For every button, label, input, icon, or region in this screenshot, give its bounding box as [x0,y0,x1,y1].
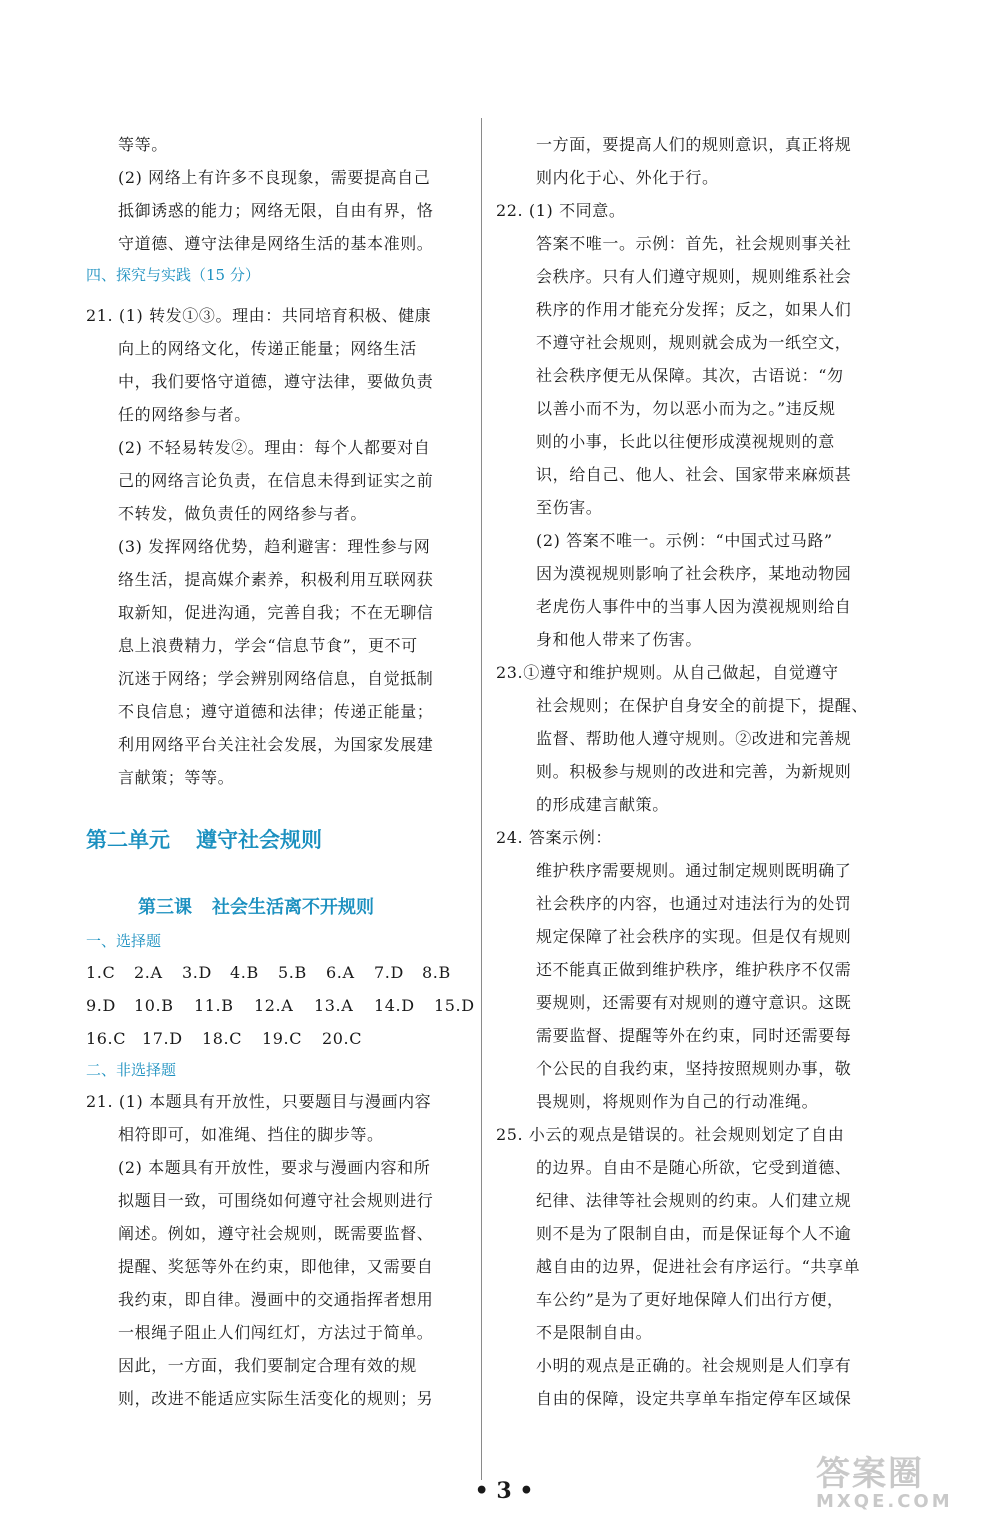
right-column [496,128,880,1415]
text-line: 小明的观点是正确的。社会规则是人们享有 [536,1356,852,1375]
text-line: 一方面，要提高人们的规则意识，真正将规 [536,135,852,154]
text-line: 22. (1) 不同意。 [496,201,626,220]
answer-item: 14.D [374,996,415,1015]
text-line: 不良信息；遵守道德和法律；传递正能量； [118,702,434,721]
text-line: 会秩序。只有人们遵守规则，规则维系社会 [536,267,852,286]
text-line: 需要监督、提醒等外在约束，同时还需要每 [536,1026,852,1045]
text-line: 阐述。例如，遵守社会规则，既需要监督、 [118,1224,434,1243]
text-line: 的边界。自由不是随心所欲，它受到道德、 [536,1158,852,1177]
text-line: 越自由的边界，促进社会有序运行。“共享单 [536,1257,861,1276]
text-line: 21. (1) 本题具有开放性，只要题目与漫画内容 [86,1092,432,1111]
lesson-title [86,880,468,926]
text-line: 还不能真正做到维护秩序，维护秩序不仅需 [536,960,852,979]
text-line: 则内化于心、外化于行。 [536,168,719,187]
answer-item: 17.D [142,1029,183,1048]
text-line: 不是限制自由。 [536,1323,653,1342]
answer-item: 1.C [86,963,116,982]
text-line: 社会规则；在保护自身安全的前提下，提醒、 [536,696,869,715]
answer-item: 7.D [374,963,404,982]
left-text-block-2 [86,1085,468,1415]
text-line: (2) 本题具有开放性，要求与漫画内容和所 [118,1158,431,1177]
answer-item: 13.A [314,996,354,1015]
text-line: 规定保障了社会秩序的实现。但是仅有规则 [536,927,852,946]
text-line: 老虎伤人事件中的当事人因为漠视规则给自 [536,597,852,616]
text-line: 守道德、遵守法律是网络生活的基本准则。 [118,234,434,253]
text-line: 以善小而不为，勿以恶小而为之。”违反规 [536,399,836,418]
text-line: (3) 发挥网络优势，趋利避害：理性参与网 [118,537,431,556]
page-number: • 3 • [474,1478,534,1504]
text-line: 车公约”是为了更好地保障人们出行方便， [536,1290,844,1309]
answer-item: 5.B [278,963,307,982]
text-line: 因此，一方面，我们要制定合理有效的规 [118,1356,417,1375]
text-line: 畏规则，将规则作为自己的行动准绳。 [536,1092,819,1111]
text-line: 21. (1) 转发①③。理由：共同培育积极、健康 [86,306,432,325]
text-line: 秩序的作用才能充分发挥；反之，如果人们 [536,300,852,319]
text-line: 沉迷于网络；学会辨别网络信息，自觉抵制 [118,669,434,688]
answer-item: 18.C [202,1029,243,1048]
answer-item: 4.B [230,963,259,982]
lesson-number: 第三课 [138,897,192,918]
text-line: 监督、帮助他人遵守规则。②改进和完善规 [536,729,852,748]
text-line: 不遵守社会规则，规则就会成为一纸空文， [536,333,852,352]
text-line: 向上的网络文化，传递正能量；网络生活 [118,339,417,358]
text-line: 一根绳子阻止人们闯红灯，方法过于简单。 [118,1323,434,1342]
text-line: 提醒、奖惩等外在约束，即他律，又需要自 [118,1257,434,1276]
text-line: 至伤害。 [536,498,603,517]
text-line: (2) 答案不唯一。示例：“中国式过马路” [536,531,833,550]
answer-item: 2.A [134,963,163,982]
text-line: 我约束，即自律。漫画中的交通指挥者想用 [118,1290,434,1309]
answer-row [86,1022,468,1055]
unit-name: 遵守社会规则 [196,827,322,852]
text-line: 抵御诱惑的能力；网络无限，自由有界，恪 [118,201,434,220]
text-line: 则不是为了限制自由，而是保证每个人不逾 [536,1224,852,1243]
unit-number: 第二单元 [86,827,170,852]
right-text-block [496,128,880,1415]
text-line: 自由的保障，设定共享单车指定停车区域保 [536,1389,852,1408]
text-line: 息上浪费精力，学会“信息节食”，更不可 [118,636,418,655]
section-heading-choice: 一、选择题 [86,932,162,950]
text-line: 维护秩序需要规则。通过制定规则既明确了 [536,861,852,880]
text-line: 23.①遵守和维护规则。从自己做起，自觉遵守 [496,663,839,682]
answer-item: 3.D [182,963,212,982]
column-divider [481,118,482,1480]
text-line: 任的网络参与者。 [118,405,251,424]
text-line: 不转发，做负责任的网络参与者。 [118,504,368,523]
answer-item: 20.C [322,1029,363,1048]
text-line: 的形成建言献策。 [536,795,669,814]
text-line: 身和他人带来了伤害。 [536,630,703,649]
answer-item: 6.A [326,963,355,982]
text-line: 个公民的自我约束，坚持按照规则办事，敬 [536,1059,852,1078]
text-line: (2) 不轻易转发②。理由：每个人都要对自 [118,438,431,457]
answer-row [86,989,475,1022]
answer-item: 8.B [422,963,451,982]
answer-item: 19.C [262,1029,303,1048]
answer-item: 9.D [86,996,116,1015]
text-line: 络生活，提高媒介素养，积极利用互联网获 [118,570,434,589]
text-line: 社会秩序便无从保障。其次，古语说：“勿 [536,366,844,385]
left-text-block [86,128,468,794]
text-line: 相符即可，如准绳、挡住的脚步等。 [118,1125,384,1144]
text-line: 因为漠视规则影响了社会秩序，某地动物园 [536,564,852,583]
text-line: 则。积极参与规则的改进和完善，为新规则 [536,762,852,781]
text-line: 言献策；等等。 [118,768,235,787]
text-line: 拟题目一致，可围绕如何遵守社会规则进行 [118,1191,434,1210]
answer-item: 15.D [434,996,475,1015]
text-line: 则，改进不能适应实际生活变化的规则；另 [118,1389,434,1408]
lesson-name: 社会生活离不开规则 [212,897,374,918]
text-line: 取新知，促进沟通，完善自我；不在无聊信 [118,603,434,622]
unit-title [86,812,468,868]
section-heading-nonchoice: 二、非选择题 [86,1061,177,1079]
watermark-url: MXQE.COM [816,1491,953,1512]
text-line: 社会秩序的内容，也通过对违法行为的处罚 [536,894,852,913]
text-line: 24. 答案示例： [496,828,612,847]
text-line: 答案不唯一。示例：首先，社会规则事关社 [536,234,852,253]
text-line: 则的小事，长此以往便形成漠视规则的意 [536,432,835,451]
answer-item: 16.C [86,1029,127,1048]
answer-item: 10.B [134,996,174,1015]
text-line: 等等。 [118,135,168,154]
answer-item: 12.A [254,996,294,1015]
watermark-text: 答案圈 [816,1454,924,1494]
answer-item: 11.B [194,996,234,1015]
text-line: 己的网络言论负责，在信息未得到证实之前 [118,471,434,490]
section-heading: 四、探究与实践（15 分） [86,266,260,284]
left-column [86,128,475,1415]
text-line: 识，给自己、他人、社会、国家带来麻烦甚 [536,465,852,484]
text-line: 中，我们要恪守道德，遵守法律，要做负责 [118,372,434,391]
watermark-logo [816,1446,994,1526]
text-line: 纪律、法律等社会规则的约束。人们建立规 [536,1191,852,1210]
choice-answer-list [86,956,475,1055]
text-line: 要规则，还需要有对规则的遵守意识。这既 [536,993,852,1012]
text-line: 利用网络平台关注社会发展，为国家发展建 [118,735,434,754]
text-line: (2) 网络上有许多不良现象，需要提高自己 [118,168,431,187]
text-line: 25. 小云的观点是错误的。社会规则划定了自由 [496,1125,845,1144]
answer-row [86,956,468,989]
